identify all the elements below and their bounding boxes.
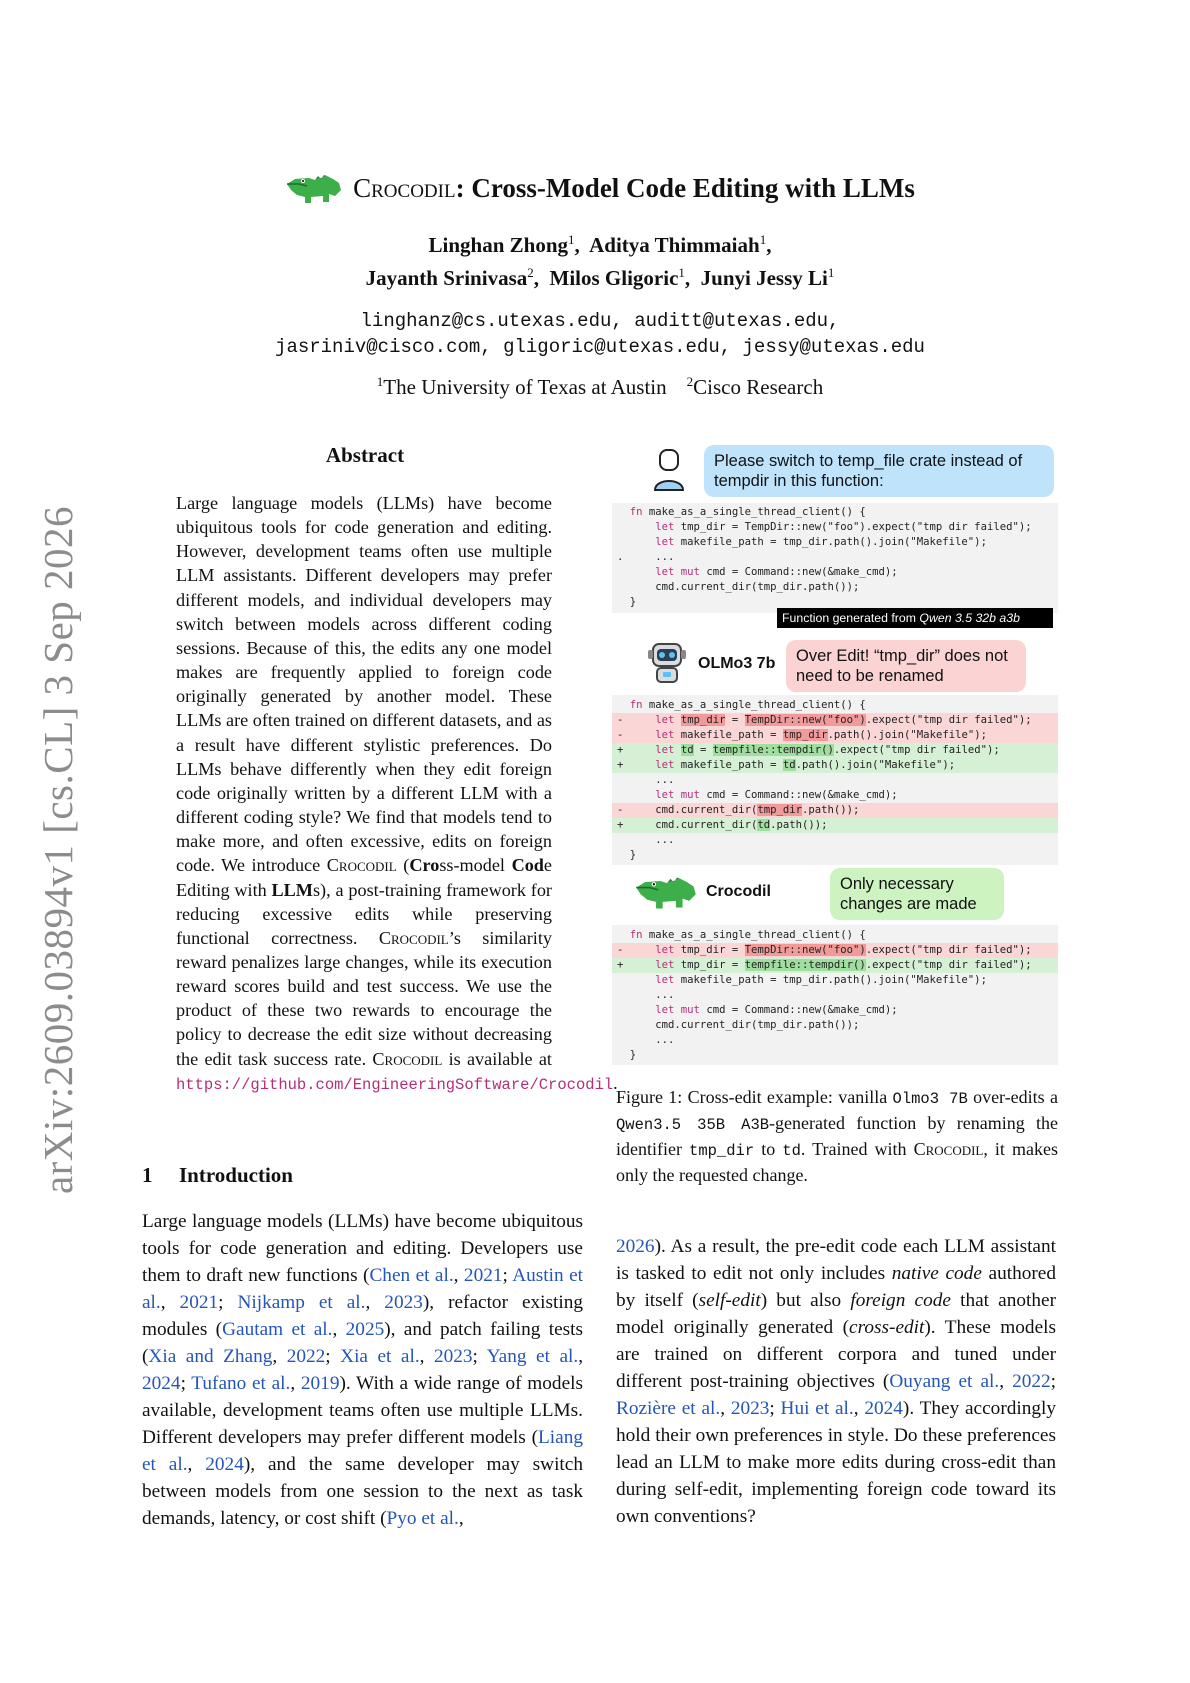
crocodil-code-block [612,925,1058,1065]
olmo-model-label: OLMo3 7b [698,655,776,672]
author-name: Jayanth Srinivasa [365,266,528,290]
over-edit-bubble: Over Edit! “tmp_dir” does not need to be renamed [786,640,1026,692]
code-line: fn make_as_a_single_thread_client() { [629,699,866,711]
code-line: let mut cmd = Command::new(&make_cmd); [655,789,898,801]
citation-link[interactable]: Yang et al. [486,1346,579,1367]
figure-caption: Figure 1: Cross-edit example: vanilla Olmo3 7B over-edits a Qwen3.5 35B A3B-generated function by renaming the identifier tmp_dir to td. Trained with Crocodil, it makes only the requested change. [616,1087,1058,1185]
code-line: fn make_as_a_single_thread_client() { [629,506,866,518]
code-line: . ... [617,551,675,563]
code-line: } [629,1049,637,1061]
citation-link[interactable]: Austin et al. [142,1265,583,1313]
robot-icon [645,640,689,686]
author-name: Aditya Thimmaiah [589,233,760,257]
crocodile-icon [634,872,698,912]
added-code-line: + let makefile_path = td.path().join("Makefile"); [612,758,1058,773]
affiliations: $^1$The University of Texas at Austin $^2$Cisco Research [376,374,824,399]
code-line: ... [629,1034,675,1046]
citation-year-link[interactable]: 2023 [384,1292,423,1313]
code-line: let tmp_dir = TempDir::new("foo").expect("tmp dir failed"); [655,521,1032,533]
deleted-code-line: - let tmp_dir = TempDir::new("foo").expect("tmp dir failed"); [612,943,1058,958]
abstract-text: Large language models (LLMs) have become ubiquitous tools for code generation and editing. However, development teams often use multiple LLM assistants. Different developers may prefer different models, and individual developers may switch between models across different coding sessions. Because of this, the edits any one model makes are frequently applied to foreign code originally generated by another model. These LLMs are often trained on different datasets, and as a result have different stylistic preferences. Do LLMs behave differently when they edit foreign code originally written by a different LLM with a different coding style? We find that models tend to make more, and often excessive, edits on foreign code. We introduce Crocodil (Cross-model Code Editing with LLMs), a post-training framework for reducing excessive edits while preserving functional correctness. Crocodil’s similarity reward penalizes large changes, while its execution reward scores build and test success. We use the product of these two rewards to encourage the policy to decrease the edit size without decreasing the edit task success rate. Crocodil is available at https://github.com/EngineeringSoftware/Crocodil. [176,493,618,1094]
added-code-line: + let tmp_dir = tempfile::tempdir().expect("tmp dir failed"); [612,958,1058,973]
section-heading: 1 Introduction [142,1163,293,1187]
citation-link[interactable]: Tufano et al. [191,1373,291,1394]
title-block [140,170,1060,400]
generated-from-label: Function generated from Qwen 3.5 32b a3b [777,608,1053,628]
deleted-code-line: - cmd.current_dir(tmp_dir.path()); [612,803,1058,818]
code-line: ... [629,989,675,1001]
abstract-heading: Abstract [325,443,405,467]
code-line: ... [629,774,675,786]
author-name: Junyi Jessy Li [700,266,828,290]
citation-year-link[interactable]: 2021 [463,1265,503,1286]
citation-link[interactable]: Xia and Zhang [148,1346,273,1367]
code-line: cmd.current_dir(tmp_dir.path()); [629,1019,860,1031]
citation-link[interactable]: Ouyang et al. [889,1371,1000,1392]
citation-year-link[interactable]: 2022 [286,1346,326,1367]
citation-year-link[interactable]: 2019 [300,1373,340,1394]
intro-paragraph-right: 2026). As a result, the pre-edit code each LLM assistant is tasked to edit not only includes native code authored by itself (self-edit) but also foreign code that another model originally generated (cross-edit). These models are trained on different corpora and tuned under different post-training objectives (Ouyang et al., 2022; Rozière et al., 2023; Hui et al., 2024). They accordingly hold their own preferences in style. Do these preferences lead an LLM to make more edits during cross-edit than during self-edit, implementing foreign code toward its own conventions? [616,1236,1057,1527]
deleted-code-line: - let tmp_dir = TempDir::new("foo").expect("tmp dir failed"); [612,713,1058,728]
code-line: let makefile_path = tmp_dir.path().join("Makefile"); [655,974,987,986]
code-line: let mut cmd = Command::new(&make_cmd); [655,566,898,578]
original-code-block [612,503,1058,613]
figure-1 [612,440,1058,1060]
code-line: } [629,596,637,608]
user-icon [652,448,686,492]
user-request-bubble: Please switch to temp_file crate instead of tempdir in this function: [704,445,1054,497]
author-emails: linghanz@cs.utexas.edu, auditt@utexas.edu, jasriniv@cisco.com, gligoric@utexas.edu, jessy@utexas.edu [275,310,925,358]
citation-link[interactable]: Xia et al. [340,1346,420,1367]
added-code-line: + let td = tempfile::tempdir().expect("tmp dir failed"); [612,743,1058,758]
author-list: Linghan Zhong$^1$, Aditya Thimmaiah$^1$, Jayanth Srinivasa$^2$, Milos Gligoric$^1$, Junyi Jessy Li$^1$ [365,232,835,290]
code-line: } [629,849,637,861]
citation-year-link[interactable]: 2023 [433,1346,473,1367]
citation-year-link[interactable]: 2021 [179,1292,219,1313]
over-edited-code-block [612,695,1058,865]
paper-title: Crocodil: Cross-Model Code Editing with LLMs [140,170,1060,206]
code-line: ... [629,834,675,846]
citation-year-link[interactable]: 2025 [345,1319,385,1340]
code-line: let mut cmd = Command::new(&make_cmd); [655,1004,898,1016]
citation-year-link[interactable]: 2024 [142,1373,181,1394]
deleted-code-line: - let makefile_path = tmp_dir.path().join("Makefile"); [612,728,1058,743]
github-link[interactable]: https://github.com/EngineeringSoftware/Crocodil [176,1075,614,1094]
citation-link[interactable]: Rozière et al. [616,1398,721,1419]
citation-year-link[interactable]: 2024 [205,1454,244,1475]
citation-year-link[interactable]: 2024 [864,1398,903,1419]
citation-link[interactable]: Chen et al. [369,1265,454,1286]
citation-link[interactable]: Liang et al. [142,1427,583,1475]
citation-link[interactable]: Nijkamp et al. [237,1292,366,1313]
author-name: Linghan Zhong [428,233,569,257]
intro-paragraph-left: Large language models (LLMs) have become ubiquitous tools for code generation and editing. Developers use them to draft new functions (Chen et al., 2021; Austin et al., 2021; Nijkamp et al., 2023), refactor existing modules (Gautam et al., 2025), and patch failing tests (Xia and Zhang, 2022; Xia et al., 2023; Yang et al., 2024; Tufano et al., 2019). With a wide range of models available, development teams often use multiple LLMs. Different developers may prefer different models (Liang et al., 2024), and the same developer may switch between models from one session to the next as task demands, latency, or cost shift (Pyo et al., [142,1211,584,1529]
citation-year-link[interactable]: 2023 [730,1398,770,1419]
arxiv-identifier: arXiv:2609.03894v1 [cs.CL] 3 Sep 2026 [35,505,81,1195]
code-line: cmd.current_dir(tmp_dir.path()); [629,581,860,593]
citation-link[interactable]: Gautam et al. [222,1319,333,1340]
citation-year-link[interactable]: 2026 [616,1236,655,1257]
citation-link[interactable]: Pyo et al. [386,1508,459,1529]
author-name: Milos Gligoric [549,266,679,290]
code-line: fn make_as_a_single_thread_client() { [629,929,866,941]
code-line: let makefile_path = tmp_dir.path().join("Makefile"); [655,536,987,548]
necessary-changes-bubble: Only necessary changes are made [830,868,1004,920]
crocodil-model-label: Crocodil [706,883,771,900]
citation-year-link[interactable]: 2022 [1012,1371,1051,1392]
crocodile-logo-icon [285,170,343,206]
citation-link[interactable]: Hui et al. [780,1398,854,1419]
added-code-line: + cmd.current_dir(td.path()); [612,818,1058,833]
